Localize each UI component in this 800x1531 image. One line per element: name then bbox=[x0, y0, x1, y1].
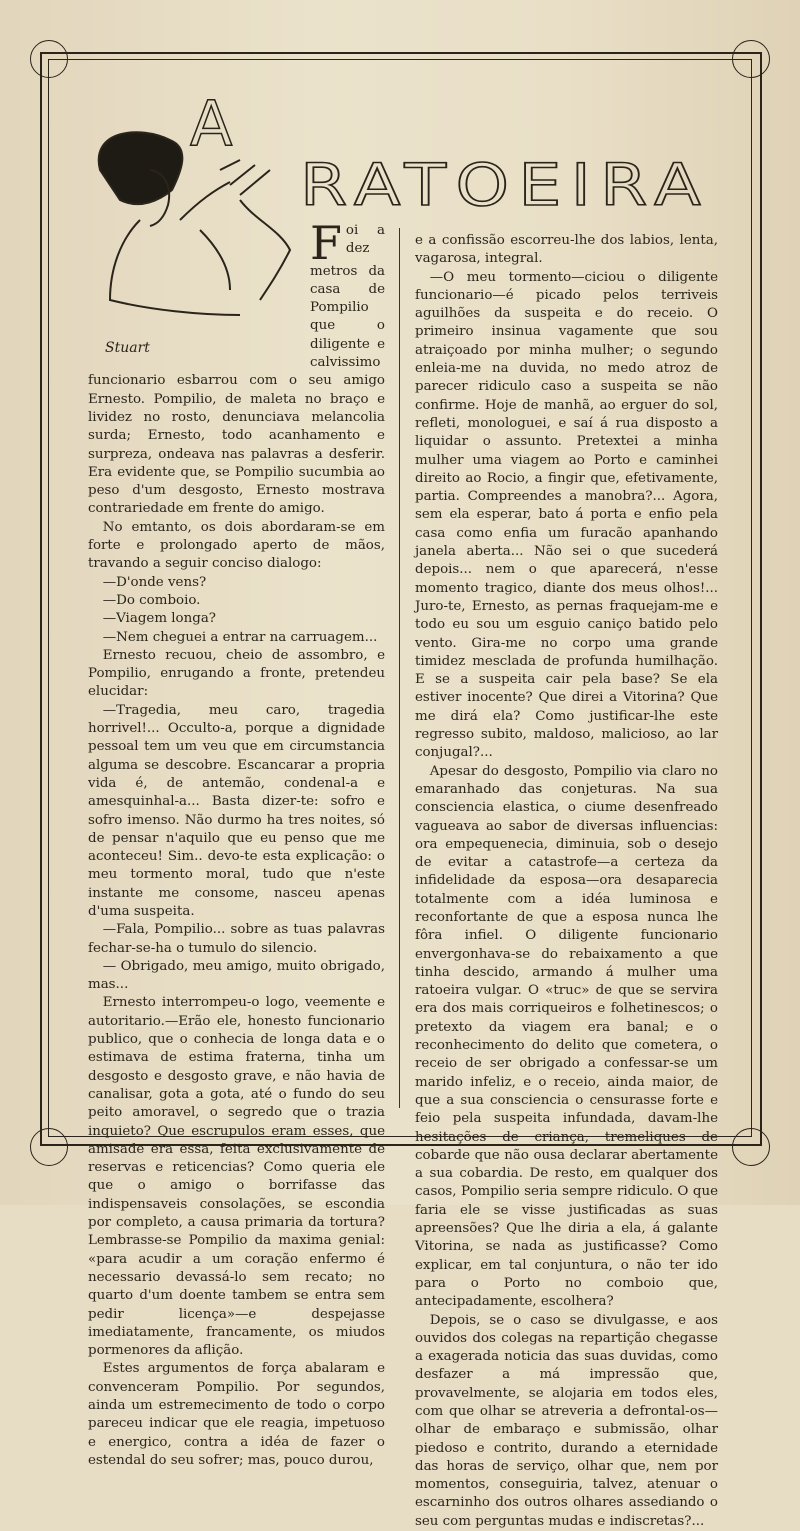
left-column bbox=[88, 216, 385, 1470]
corner-ornament-bottom-left bbox=[30, 1128, 68, 1166]
right-column bbox=[415, 232, 718, 1531]
corner-ornament-top-left bbox=[30, 40, 68, 78]
signature-text: Stuart bbox=[105, 340, 150, 356]
paragraph: —O meu tormento—ciciou o diligente funcionario—é picado pelos terriveis aguilhões da suspeita e do receio. O primeiro insinua vagamente que sou atraiçoado por minha mulher; o segundo enleia-me na duvida, no medo atroz de parecer ridiculo caso a suspeita se não confirme. Hoje de manhã, ao erguer do sol, refleti, monologuei, e saí á rua disposto a liquidar o assunto. Pretextei a minha mulher uma viagem ao Porto e caminhei direito ao Rocio, a fingir que, efetivamente, partia. Compreendes a manobra?... Agora, sem ela esperar, bato á porta e enfio pela casa como enfia um furacão apanhando janela aberta... Não sei o que sucederá depois... nem o que aparecerá, n'esse momento tragico, diante dos meus olhos!... Juro-te, Ernesto, as pernas fraquejam-me e todo eu sou um esguio caniço batido pelo vento. Gira-me no corpo uma grande timidez mesclada de profunda humilhação. E se a suspeita cair pela base? Se ela estiver inocente? Que direi a Vitorina? Que me dirá ela? Como justificar-lhe este regresso subito, maldoso, malicioso, ao lar conjugal?... bbox=[415, 269, 718, 761]
paragraph: e a confissão escorreu-lhe dos labios, lenta, vagarosa, integral. bbox=[415, 233, 718, 267]
column-divider bbox=[399, 228, 400, 1108]
paragraph: —Viagem longa? bbox=[102, 611, 216, 627]
title-word: RATOEIRA bbox=[300, 151, 710, 219]
paragraph: —Tragedia, meu caro, tragedia horrivel!... Occulto-a, porque a dignidade pessoal tem um veu que em circumstancia alguma se descobre. Escancarar a propria vida é, de antemão, condenal-a e amesquinhal-a... Basta dizer-te: sofro e sofro imenso. Não durmo ha tres noites, só de pensar n'aquilo que eu penso que me aconteceu! Sim.. devo-te esta explicação: o meu tormento moral, tudo que n'este instante me consome, nasceu apenas d'uma suspeita. bbox=[88, 702, 385, 919]
corner-ornament-bottom-right bbox=[732, 1128, 770, 1166]
paragraph: —Do comboio. bbox=[102, 592, 201, 608]
paragraph: Apesar do desgosto, Pompilio via claro no emaranhado das conjeturas. Na sua consciencia elastica, o ciume desenfreado vagueava ao sabor de diversas influencias: ora empequenecia, diminuia, sob o desejo de evitar a catastrofe—a certeza da infidelidade da esposa—ora desaparecia totalmente com a idéa luminosa e reconfortante de que a esposa nunca lhe fôra infiel. O diligente funcionario envergonhava-se do rebaixamento a que tinha descido, armando á mulher uma ratoeira vulgar. O «truc» de que se servira era dos mais corriqueiros e folhetinescos; o pretexto da viagem era banal; e o reconhecimento do delito que cometera, o receio de ser obrigado a confessar-se um marido infeliz, e o receio, ainda maior, de que a sua consciencia o censurasse forte e feio pela suspeita infundada, davam-lhe hesitações de criança, tremeliques de cobarde que não ousa declarar abertamente a sua cobardia. De resto, em qualquer dos casos, Pompilio seria sempre ridiculo. O que faria ele se visse justificadas as suas apreensões? Que lhe diria a ela, á galante Vitorina, se nada as justificasse? Como explicar, em tal conjuntura, o não ter ido para o Porto no comboio que, antecipadamente, escolhera? bbox=[415, 763, 718, 1310]
paragraph: —Nem cheguei a entrar na carruagem... bbox=[102, 629, 378, 645]
corner-ornament-top-right bbox=[732, 40, 770, 78]
paragraph: Depois, se o caso se divulgasse, e aos ouvidos dos colegas na repartição chegasse a exagerada noticia das suas duvidas, como desfazer a má impressão que, provavelmente, se alojaria em todos eles, com que olhar se atreveria a defrontal-os—olhar de embaraço e submissão, olhar piedoso e contrito, durando a eternidade das horas de serviço, olhar que, nem por momentos, conseguiria, talvez, atenuar o escarninho dos outros olhares assediando o seu com perguntas mudas e indiscretas?... bbox=[415, 1312, 718, 1529]
paragraph: No emtanto, os dois abordaram-se em forte e prolongado aperto de mãos, travando a seguir conciso dialogo: bbox=[88, 519, 385, 572]
paragraph-text: oi a dez metros da casa de Pompilio que o diligente e calvissimo funcionario esbarrou com o seu amigo Ernesto. Pompilio, de maleta no braço e lividez no rosto, denunciava melancolia surda; Ernesto, todo acanhamento e surpreza, ondeava nas palavras a desferir. Era evidente que, se Pompilio sucumbia ao peso d'um desgosto, Ernesto mostrava contrariedade em frente do amigo. bbox=[88, 223, 385, 517]
title-letter-a: A bbox=[190, 87, 233, 160]
illustration-spacer bbox=[88, 222, 310, 372]
paragraph: Ernesto recuou, cheio de assombro, e Pompilio, enrugando a fronte, pretendeu elucidar: bbox=[88, 647, 385, 700]
drop-cap: F bbox=[310, 216, 342, 270]
paragraph: Estes argumentos de força abalaram e convenceram Pompilio. Por segundos, ainda um estremecimento de todo o corpo pareceu indicar que ele reagia, impetuoso e energico, contra a idéa de fazer o estendal do seu sofrer; mas, pouco durou, bbox=[88, 1361, 385, 1468]
paragraph: —Fala, Pompilio... sobre as tuas palavras fechar-se-ha o tumulo do silencio. bbox=[88, 922, 385, 956]
paragraph: — Obrigado, meu amigo, muito obrigado, mas... bbox=[88, 958, 385, 993]
paragraph: Ernesto interrompeu-o logo, veemente e autoritario.—Erão ele, honesto funcionario publico, que o conhecia de longa data e o estimava de estima fraterna, tinha um desgosto e desgosto grave, e não havia de canalisar, gota a gota, até o fundo do seu peito amoravel, o segredo que o trazia inquieto? Que escrupulos eram esses, que amisade era essa, feita exclusivamente de reservas e reticencias? Como queria ele que o amigo o borrifasse das indispensaveis consolações, se escondia por completo, a causa primaria da tortura? Lembrasse-se Pompilio da maxima genial: «para acudir a um coração enfermo é necessario devassá-lo sem recato; no quarto d'um doente tambem se entra sem pedir licença»—e despejasse imediatamente, francamente, os miudos pormenores da aflição. bbox=[88, 995, 385, 1359]
paragraph: —D'onde vens? bbox=[102, 574, 207, 590]
